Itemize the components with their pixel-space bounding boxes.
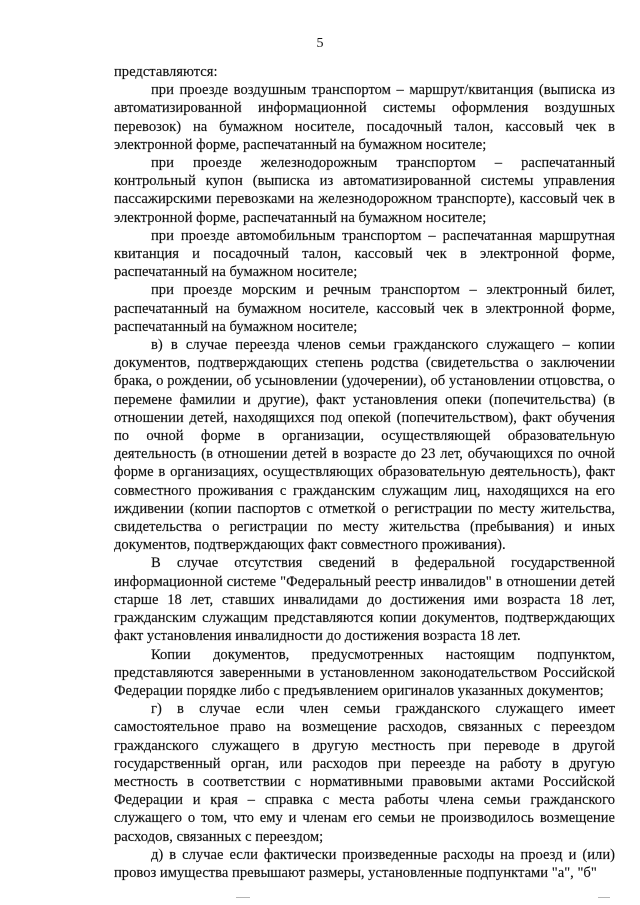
paragraph-air-transport: при проезде воздушным транспортом – маршрут/квитанция (выписка из автоматизированной информационной системы оформления воздушных перевозок) на бумажном носителе, посадочный талон, кассовый чек в электронной форме, распечатанный на бумажном носителе; [114, 82, 615, 153]
paragraph-road-transport: при проезде автомобильным транспортом – распечатанная маршрутная квитанция и посадочный талон, кассовый чек в электронной форме, распечатанный на бумажном носителе; [114, 227, 615, 281]
paragraph-item-g: г) в случае если член семьи гражданского служащего имеет самостоятельное право на возмещение расходов, связанных с переездом гражданского служащего в другую местность при переводе в другой государственный орган, или расходов при переезде на работу в другую местность в соответствии с нормативными правовыми актами Российской Федерации и края – справка с места работы члена семьи гражданского служащего о том, что ему и членам его семьи не производилось возмещение расходов, связанных с переездом; [114, 701, 615, 845]
paragraph-item-d: д) в случае если фактически произведенные расходы на проезд и (или) провоз имущества превышают размеры, установленные подпунктами "а", "б" [114, 846, 615, 881]
page-number: 5 [316, 36, 324, 51]
paragraph-item-v: в) в случае переезда членов семьи гражданского служащего – копии документов, подтверждающих степень родства (свидетельства о заключении брака, о рождении, об усыновлении (удочерении), об установлении отцовства, о перемене фамилии и другие), факт установления опеки (попечительства) (в отношении детей, находящихся под опекой (попечительством), факт обучения по очной форме в организации, осуществляющей образовательную деятельность (в отношении детей в возрасте до 23 лет, обучающихся по очной форме в организациях, осуществляющих образовательную деятельность), факт совместного проживания с гражданским служащим лиц, находящихся на его иждивении (копии паспортов с отметкой о регистрации по месту жительства, свидетельства о регистрации по месту жительства (пребывания) и иных документов, подтверждающих факт совместного проживания). [114, 337, 615, 554]
paragraph-disability-registry: В случае отсутствия сведений в федеральной государственной информационной системе "Федеральный реестр инвалидов" в отношении детей старше 18 лет, ставших инвалидами до достижения ими возраста 18 лет, гражданским служащим представляются копии документов, подтверждающих факт установления инвалидности до достижения возраста 18 лет. [114, 555, 615, 645]
scan-artifact-line [236, 897, 250, 898]
paragraph-rail-transport: при проезде железнодорожным транспортом – распечатанный контрольный купон (выписка из автоматизированной системы управления пассажирскими перевозками на железнодорожном транспорте), кассовый чек в электронной форме, распечатанный на бумажном носителе; [114, 155, 615, 226]
paragraph-sea-river-transport: при проезде морским и речным транспортом – электронный билет, распечатанный на бумажном носителе, кассовый чек в электронной форме, распечатанный на бумажном носителе; [114, 282, 615, 335]
paragraph-document-copies: Копии документов, предусмотренных настоящим подпунктом, представляются заверенными в установленном законодательством Российской Федерации порядке либо с предъявлением оригиналов указанных документов; [114, 646, 615, 699]
paragraph-intro: представляются: [114, 64, 218, 80]
scan-artifact-line [598, 897, 610, 898]
document-body [114, 63, 615, 882]
